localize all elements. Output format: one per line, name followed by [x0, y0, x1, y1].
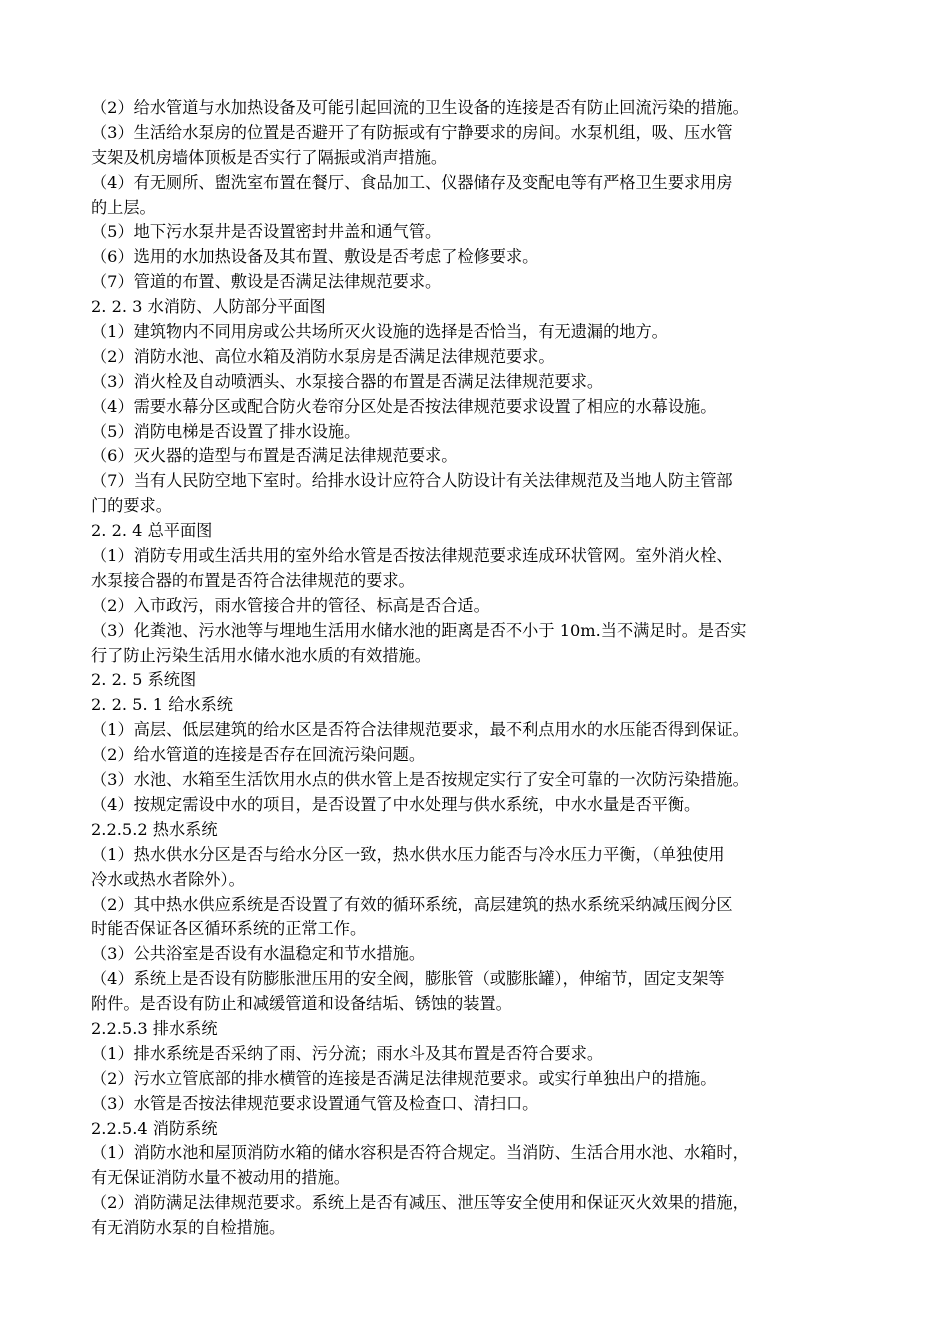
- text-line: （4）系统上是否设有防膨胀泄压用的安全阀，膨胀管（或膨胀罐），伸缩节，固定支架等: [91, 969, 725, 989]
- text-line: 门的要求。: [91, 496, 172, 516]
- text-line: （1）热水供水分区是否与给水分区一致，热水供水压力能否与冷水压力平衡，（单独使用: [91, 844, 725, 864]
- text-line: 冷水或热水者除外）。: [91, 869, 245, 889]
- text-line: （2）给水管道与水加热设备及可能引起回流的卫生设备的连接是否有防止回流污染的措施。: [91, 98, 749, 117]
- text-line: （7）管道的布置、敷设是否满足法律规范要求。: [91, 272, 442, 292]
- text-line: 附件。是否设有防止和减缓管道和设备结垢、锈蚀的装置。: [91, 994, 512, 1014]
- text-line: （7）当有人民防空地下室时。给排水设计应符合人防设计有关法律规范及当地人防主管部: [91, 471, 733, 491]
- text-line: （4）按规定需设中水的项目，是否设置了中水处理与供水系统，中水水量是否平衡。: [91, 794, 701, 814]
- text-line: （1）排水系统是否采纳了雨、污分流；雨水斗及其布置是否符合要求。: [91, 1043, 604, 1063]
- text-line: 行了防止污染生活用水储水池水质的有效措施。: [91, 645, 431, 665]
- section-heading: 2. 2. 5 系统图: [91, 670, 197, 690]
- text-line: （5）地下污水泵井是否设置密封井盖和通气管。: [91, 222, 442, 242]
- text-line: （3）消火栓及自动喷洒头、水泵接合器的布置是否满足法律规范要求。: [91, 371, 604, 391]
- text-line: （5）消防电梯是否设置了排水设施。: [91, 421, 361, 441]
- text-line: 有无消防水泵的自检措施。: [91, 1218, 286, 1238]
- text-line: （4）有无厕所、盥洗室布置在餐厅、食品加工、仪器储存及变配电等有严格卫生要求用房: [91, 172, 733, 192]
- section-heading: 2. 2. 4 总平面图: [91, 521, 213, 541]
- section-heading: 2. 2. 3 水消防、人防部分平面图: [91, 297, 326, 317]
- text-line: （3）公共浴室是否设有水温稳定和节水措施。: [91, 944, 426, 964]
- text-line: （1）消防专用或生活共用的室外给水管是否按法律规范要求连成环状管网。室外消火栓、: [91, 546, 733, 566]
- text-line: （3）化粪池、污水池等与埋地生活用水储水池的距离是否不小于 10m.当不满足时。是否实: [91, 620, 747, 640]
- text-line: （6）灭火器的造型与布置是否满足法律规范要求。: [91, 446, 458, 466]
- text-line: （2）其中热水供应系统是否设置了有效的循环系统，高层建筑的热水系统采纳减压阀分区: [91, 894, 733, 914]
- text-line: （3）生活给水泵房的位置是否避开了有防振或有宁静要求的房间。水泵机组，吸、压水管: [91, 122, 733, 142]
- text-line: 有无保证消防水量不被动用的措施。: [91, 1168, 350, 1188]
- text-line: 水泵接合器的布置是否符合法律规范的要求。: [91, 570, 415, 590]
- section-heading: 2. 2. 5. 1 给水系统: [91, 695, 233, 715]
- text-line: （2）消防水池、高位水箱及消防水泵房是否满足法律规范要求。: [91, 346, 555, 366]
- text-line: （2）入市政污，雨水管接合井的管径、标高是否合适。: [91, 595, 490, 615]
- text-line: （4）需要水幕分区或配合防火卷帘分区处是否按法律规范要求设置了相应的水幕设施。: [91, 396, 717, 416]
- text-line: 支架及机房墙体顶板是否实行了隔振或消声措施。: [91, 147, 448, 167]
- text-line: 的上层。: [91, 197, 156, 217]
- text-line: （1）消防水池和屋顶消防水箱的储水容积是否符合规定。当消防、生活合用水池、水箱时，: [91, 1143, 749, 1163]
- text-line: （3）水池、水箱至生活饮用水点的供水管上是否按规定实行了安全可靠的一次防污染措施。: [91, 770, 749, 790]
- text-line: 时能否保证各区循环系统的正常工作。: [91, 919, 367, 939]
- text-line: （6）选用的水加热设备及其布置、敷设是否考虑了检修要求。: [91, 247, 539, 267]
- text-line: （1）建筑物内不同用房或公共场所灭火设施的选择是否恰当，有无遗漏的地方。: [91, 322, 668, 342]
- section-heading: 2.2.5.4 消防系统: [91, 1118, 218, 1138]
- text-line: （2）消防满足法律规范要求。系统上是否有减压、泄压等安全使用和保证灭火效果的措施，: [91, 1193, 749, 1213]
- text-line: （2）污水立管底部的排水横管的连接是否满足法律规范要求。或实行单独出户的措施。: [91, 1068, 717, 1088]
- text-line: （1）高层、低层建筑的给水区是否符合法律规范要求，最不利点用水的水压能否得到保证。: [91, 720, 749, 740]
- section-heading: 2.2.5.3 排水系统: [91, 1018, 218, 1038]
- text-line: （3）水管是否按法律规范要求设置通气管及检查口、清扫口。: [91, 1093, 539, 1113]
- section-heading: 2.2.5.2 热水系统: [91, 819, 218, 839]
- text-line: （2）给水管道的连接是否存在回流污染问题。: [91, 745, 426, 765]
